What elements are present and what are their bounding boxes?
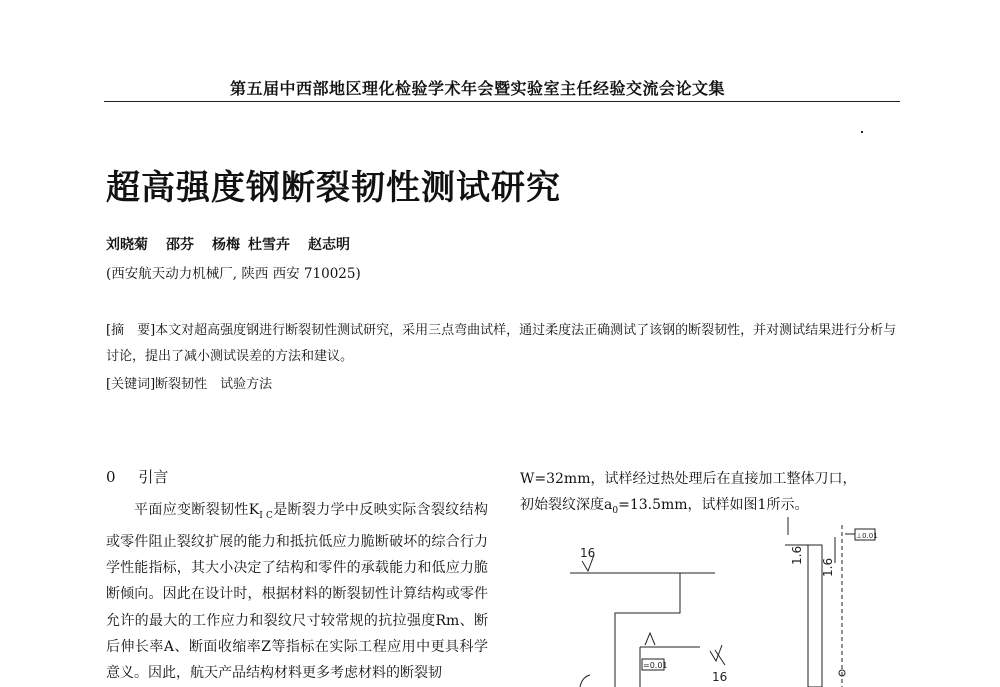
section-heading bbox=[106, 466, 168, 487]
subscript: 0 bbox=[612, 505, 619, 516]
tolerance-label: =0.01 bbox=[643, 661, 668, 670]
abstract-label: [摘 要] bbox=[106, 323, 156, 338]
keywords bbox=[106, 373, 272, 392]
affiliation: (西安航天动力机械厂, 陕西 西安 710025) bbox=[106, 266, 361, 282]
dim-label-left: 1.6 bbox=[790, 545, 804, 565]
author: 杜雪卉 bbox=[248, 237, 290, 253]
keywords-label: [关键词] bbox=[106, 377, 156, 392]
authors bbox=[106, 234, 368, 254]
author: 杨梅 bbox=[212, 237, 240, 253]
speck bbox=[861, 131, 863, 133]
section-number: 0 bbox=[106, 468, 116, 486]
text-line: W=32mm，试样经过热处理后在直接加工整体刀口， bbox=[520, 471, 857, 487]
dim-label-right: 1.6 bbox=[821, 557, 835, 577]
subscript: I C bbox=[259, 510, 273, 521]
curve-mark bbox=[580, 675, 590, 687]
paper-title: 超高强度钢断裂韧性测试研究 bbox=[106, 168, 561, 208]
text-run: 平面应变断裂韧性K bbox=[134, 502, 260, 518]
keywords-text: 断裂韧性 试验方法 bbox=[155, 377, 273, 392]
roughness-label-bottom: 16 bbox=[712, 670, 728, 684]
section-title: 引言 bbox=[138, 468, 169, 486]
running-header: 第五届中西部地区理化检验学术年会暨实验室主任经验交流会论文集 bbox=[230, 79, 726, 98]
abstract bbox=[106, 318, 906, 370]
body-column-left bbox=[106, 497, 488, 686]
side-view-body bbox=[808, 545, 822, 687]
notch-tip bbox=[645, 633, 655, 645]
datum-label: ⊥0.01 bbox=[856, 532, 878, 540]
author: 邵芬 bbox=[166, 237, 194, 253]
text-run: 初始裂纹深度a bbox=[520, 497, 613, 513]
specimen-figure bbox=[520, 515, 910, 687]
leader-line bbox=[715, 650, 725, 665]
text-run: 是断裂力学中反映实际含裂纹结构或零件阻止裂纹扩展的能力和抵抗低应力脆断破坏的综合行力学性能指标，其大小决定了结构和零件的承载能力和低应力脆断倾向。因此在设计时，根据材料的断裂韧性计算结构或零件允许的最大的工作应力和裂纹尺寸较常规的抗拉强度Rm、断后伸长率A、断面收缩率Z等指标在实际工程应用中更具科学意义。因此，航天产品结构材料更多考虑材料的断裂韧 bbox=[106, 502, 488, 682]
roughness-label-top: 16 bbox=[580, 546, 596, 560]
author: 刘晓菊 bbox=[106, 237, 148, 253]
author: 赵志明 bbox=[308, 237, 350, 253]
abstract-text: 本文对超高强度钢进行断裂韧性测试研究，采用三点弯曲试样，通过柔度法正确测试了该钢的断裂韧性，并对测试结果进行分析与讨论，提出了减小测试误差的方法和建议。 bbox=[106, 323, 897, 364]
header-rule bbox=[104, 101, 900, 102]
paragraph bbox=[106, 497, 488, 686]
text-run: =13.5mm，试样如图1所示。 bbox=[618, 497, 809, 513]
